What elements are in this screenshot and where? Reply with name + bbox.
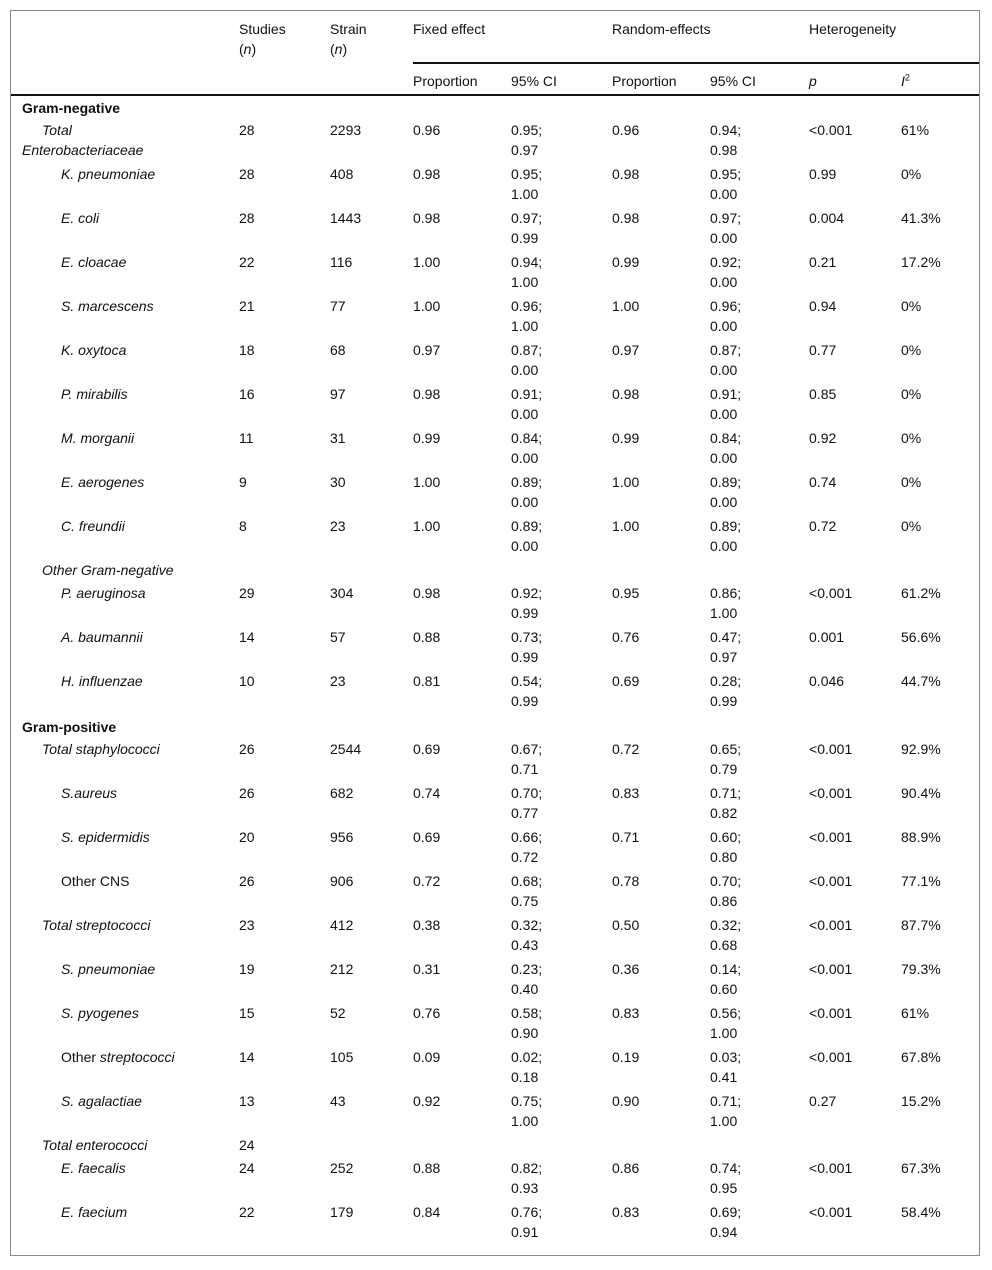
- empty-cell: [612, 1135, 710, 1158]
- i2-cell: 90.4%: [901, 785, 941, 801]
- fixed-ci-cell: 0.94; 1.00: [511, 254, 543, 290]
- header-strain: Strain (n): [330, 21, 367, 57]
- random-proportion-cell: 0.98: [612, 166, 640, 182]
- random-ci-cell: 0.60; 0.80: [710, 829, 742, 865]
- studies-cell: 10: [239, 673, 255, 689]
- random-ci-cell: 0.32; 0.68: [710, 917, 742, 953]
- header-blank-2: [11, 63, 239, 95]
- header-fixed-proportion: Proportion: [413, 63, 511, 95]
- strain-cell: 57: [330, 629, 346, 645]
- studies-cell: 15: [239, 1005, 255, 1021]
- fixed-proportion-cell: 0.92: [413, 1093, 441, 1109]
- table-row: [11, 1047, 979, 1091]
- studies-cell: 22: [239, 1204, 255, 1220]
- empty-cell: [330, 1135, 413, 1158]
- studies-cell: 24: [239, 1160, 255, 1176]
- fixed-ci-cell: 0.92; 0.99: [511, 585, 543, 621]
- header-blank-4: [330, 63, 413, 95]
- table-row: [11, 384, 979, 428]
- fixed-proportion-cell: 0.81: [413, 673, 441, 689]
- row-label: E. coli: [61, 210, 100, 226]
- strain-cell: 2293: [330, 122, 362, 138]
- i2-cell: 0%: [901, 386, 922, 402]
- row-label: K. pneumoniae: [61, 166, 156, 182]
- random-ci-cell: 0.89; 0.00: [710, 474, 742, 510]
- random-proportion-cell: 0.19: [612, 1049, 640, 1065]
- row-label: H. influenzae: [61, 673, 143, 689]
- fixed-ci-cell: 0.23; 0.40: [511, 961, 543, 997]
- fixed-proportion-cell: 0.88: [413, 1160, 441, 1176]
- strain-cell: 68: [330, 342, 346, 358]
- fixed-proportion-cell: 0.96: [413, 122, 441, 138]
- table-row: [11, 120, 979, 164]
- table-row: [11, 516, 979, 560]
- random-ci-cell: 0.86; 1.00: [710, 585, 742, 621]
- strain-cell: 23: [330, 518, 346, 534]
- fixed-proportion-cell: 0.97: [413, 342, 441, 358]
- fixed-ci-cell: 0.70; 0.77: [511, 785, 543, 821]
- i2-cell: 0%: [901, 518, 922, 534]
- row-label: S. pyogenes: [61, 1005, 139, 1021]
- table-row: [11, 1158, 979, 1202]
- fixed-proportion-cell: 1.00: [413, 474, 441, 490]
- table-row: [11, 1003, 979, 1047]
- table-row: [11, 340, 979, 384]
- fixed-ci-cell: 0.66; 0.72: [511, 829, 543, 865]
- strain-cell: 906: [330, 873, 354, 889]
- p-value-cell: 0.21: [809, 254, 837, 270]
- fixed-proportion-cell: 0.98: [413, 166, 441, 182]
- strain-cell: 77: [330, 298, 346, 314]
- i2-cell: 79.3%: [901, 961, 941, 977]
- row-label: K. oxytoca: [61, 342, 127, 358]
- i2-cell: 67.3%: [901, 1160, 941, 1176]
- studies-cell: 19: [239, 961, 255, 977]
- strain-cell: 179: [330, 1204, 354, 1220]
- random-ci-cell: 0.97; 0.00: [710, 210, 742, 246]
- row-label: P. aeruginosa: [61, 585, 146, 601]
- studies-cell: 29: [239, 585, 255, 601]
- random-ci-cell: 0.71; 0.82: [710, 785, 742, 821]
- i2-cell: 0%: [901, 166, 922, 182]
- strain-cell: 23: [330, 673, 346, 689]
- studies-cell: 22: [239, 254, 255, 270]
- p-value-cell: <0.001: [809, 917, 853, 933]
- strain-cell: 52: [330, 1005, 346, 1021]
- table-row: [11, 208, 979, 252]
- random-ci-cell: 0.92; 0.00: [710, 254, 742, 290]
- p-value-cell: 0.004: [809, 210, 845, 226]
- p-value-cell: <0.001: [809, 1005, 853, 1021]
- studies-cell: 9: [239, 474, 247, 490]
- fixed-ci-cell: 0.02; 0.18: [511, 1049, 543, 1085]
- random-proportion-cell: 0.99: [612, 430, 640, 446]
- p-value-cell: <0.001: [809, 1204, 853, 1220]
- random-proportion-cell: 0.69: [612, 673, 640, 689]
- random-ci-cell: 0.70; 0.86: [710, 873, 742, 909]
- empty-cell: [710, 560, 809, 583]
- section-row: [11, 95, 979, 120]
- i2-cell: 0%: [901, 474, 922, 490]
- table-row: [11, 1091, 979, 1135]
- row-label: Other Gram-negative: [42, 562, 174, 578]
- fixed-proportion-cell: 0.38: [413, 917, 441, 933]
- i2-cell: 77.1%: [901, 873, 941, 889]
- i2-cell: 41.3%: [901, 210, 941, 226]
- fixed-proportion-cell: 0.31: [413, 961, 441, 977]
- random-ci-cell: 0.91; 0.00: [710, 386, 742, 422]
- p-value-cell: 0.94: [809, 298, 837, 314]
- strain-cell: 97: [330, 386, 346, 402]
- empty-cell: [413, 1135, 511, 1158]
- empty-cell: [809, 560, 901, 583]
- i2-cell: 61.2%: [901, 585, 941, 601]
- strain-cell: 116: [330, 254, 353, 270]
- empty-cell: [330, 560, 413, 583]
- fixed-ci-cell: 0.96; 1.00: [511, 298, 543, 334]
- random-proportion-cell: 1.00: [612, 518, 640, 534]
- fixed-ci-cell: 0.89; 0.00: [511, 518, 543, 554]
- table-row: [11, 959, 979, 1003]
- fixed-proportion-cell: 0.72: [413, 873, 441, 889]
- random-proportion-cell: 0.83: [612, 1204, 640, 1220]
- fixed-proportion-cell: 0.88: [413, 629, 441, 645]
- random-proportion-cell: 0.86: [612, 1160, 640, 1176]
- studies-cell: 14: [239, 1049, 255, 1065]
- table-row: [11, 1202, 979, 1246]
- fixed-ci-cell: 0.76; 0.91: [511, 1204, 543, 1240]
- fixed-ci-cell: 0.73; 0.99: [511, 629, 543, 665]
- strain-cell: 252: [330, 1160, 354, 1176]
- p-value-cell: <0.001: [809, 785, 853, 801]
- random-proportion-cell: 0.96: [612, 122, 640, 138]
- strain-cell: 304: [330, 585, 354, 601]
- p-value-cell: <0.001: [809, 961, 853, 977]
- table-row: [11, 1135, 979, 1158]
- table-row: [11, 472, 979, 516]
- studies-cell: 26: [239, 873, 255, 889]
- p-value-cell: 0.74: [809, 474, 837, 490]
- header-studies: Studies (n): [239, 21, 286, 57]
- studies-cell: 20: [239, 829, 255, 845]
- strain-cell: 408: [330, 166, 354, 182]
- row-label: P. mirabilis: [61, 386, 128, 402]
- p-value-cell: 0.85: [809, 386, 837, 402]
- fixed-ci-cell: 0.82; 0.93: [511, 1160, 543, 1196]
- random-proportion-cell: 0.83: [612, 1005, 640, 1021]
- studies-cell: 28: [239, 122, 255, 138]
- i2-cell: 44.7%: [901, 673, 941, 689]
- fixed-ci-cell: 0.75; 1.00: [511, 1093, 543, 1129]
- table-row: [11, 871, 979, 915]
- table-row: [11, 428, 979, 472]
- fixed-ci-cell: 0.87; 0.00: [511, 342, 543, 378]
- table-frame: [10, 10, 980, 1256]
- fixed-proportion-cell: 0.98: [413, 585, 441, 601]
- fixed-proportion-cell: 0.99: [413, 430, 441, 446]
- random-proportion-cell: 0.36: [612, 961, 640, 977]
- random-proportion-cell: 0.76: [612, 629, 640, 645]
- strain-cell: 212: [330, 961, 354, 977]
- row-label: Other CNS: [61, 873, 130, 889]
- random-proportion-cell: 0.98: [612, 386, 640, 402]
- fixed-proportion-cell: 1.00: [413, 298, 441, 314]
- studies-cell: 23: [239, 917, 255, 933]
- table-body: [11, 95, 979, 1246]
- table-row: [11, 296, 979, 340]
- fixed-ci-cell: 0.97; 0.99: [511, 210, 543, 246]
- i2-cell: 88.9%: [901, 829, 941, 845]
- i2-cell: 61%: [901, 1005, 930, 1021]
- random-proportion-cell: 0.78: [612, 873, 640, 889]
- random-ci-cell: 0.47; 0.97: [710, 629, 742, 665]
- fixed-proportion-cell: 1.00: [413, 518, 441, 534]
- fixed-proportion-cell: 0.09: [413, 1049, 441, 1065]
- header-random-effects: Random-effects: [612, 21, 711, 37]
- studies-cell: 28: [239, 210, 255, 226]
- random-proportion-cell: 0.72: [612, 741, 640, 757]
- section-title: Gram-positive: [22, 719, 117, 735]
- random-proportion-cell: 1.00: [612, 298, 640, 314]
- p-value-cell: <0.001: [809, 829, 853, 845]
- p-value-cell: <0.001: [809, 873, 853, 889]
- p-value-cell: 0.27: [809, 1093, 837, 1109]
- studies-cell: 26: [239, 785, 255, 801]
- strain-cell: 1443: [330, 210, 362, 226]
- table-row: [11, 627, 979, 671]
- random-ci-cell: 0.94; 0.98: [710, 122, 742, 158]
- random-ci-cell: 0.14; 0.60: [710, 961, 742, 997]
- i2-cell: 61%: [901, 122, 930, 138]
- header-random-proportion: Proportion: [612, 63, 710, 95]
- empty-cell: [901, 560, 979, 583]
- strain-cell: 682: [330, 785, 354, 801]
- table-row: [11, 827, 979, 871]
- p-value-cell: <0.001: [809, 1160, 853, 1176]
- row-label: Total staphylococci: [42, 741, 160, 757]
- fixed-ci-cell: 0.67; 0.71: [511, 741, 543, 777]
- results-table: [11, 11, 979, 1246]
- row-label: Total streptococci: [42, 917, 151, 933]
- section-title: Gram-negative: [22, 100, 121, 116]
- fixed-proportion-cell: 0.84: [413, 1204, 441, 1220]
- strain-cell: 30: [330, 474, 346, 490]
- strain-cell: 412: [330, 917, 354, 933]
- empty-cell: [511, 1135, 612, 1158]
- strain-cell: 105: [330, 1049, 354, 1065]
- i2-cell: 15.2%: [901, 1093, 941, 1109]
- row-label: C. freundii: [61, 518, 125, 534]
- header-heterogeneity: Heterogeneity: [809, 21, 897, 37]
- row-label: E. faecalis: [61, 1160, 126, 1176]
- p-value-cell: <0.001: [809, 585, 853, 601]
- table-row: [11, 739, 979, 783]
- row-label: E. aerogenes: [61, 474, 145, 490]
- header-fixed-effect: Fixed effect: [413, 21, 486, 37]
- p-value-cell: <0.001: [809, 741, 853, 757]
- studies-cell: 28: [239, 166, 255, 182]
- random-ci-cell: 0.28; 0.99: [710, 673, 742, 709]
- p-value-cell: 0.99: [809, 166, 837, 182]
- fixed-ci-cell: 0.95; 0.97: [511, 122, 543, 158]
- p-value-cell: 0.046: [809, 673, 845, 689]
- studies-cell: 11: [239, 430, 254, 446]
- random-proportion-cell: 1.00: [612, 474, 640, 490]
- fixed-ci-cell: 0.91; 0.00: [511, 386, 543, 422]
- fixed-ci-cell: 0.58; 0.90: [511, 1005, 543, 1041]
- studies-cell: 21: [239, 298, 255, 314]
- random-ci-cell: 0.65; 0.79: [710, 741, 742, 777]
- random-proportion-cell: 0.98: [612, 210, 640, 226]
- studies-cell: 26: [239, 741, 255, 757]
- random-ci-cell: 0.69; 0.94: [710, 1204, 742, 1240]
- row-label: S. epidermidis: [61, 829, 150, 845]
- table-row: [11, 252, 979, 296]
- studies-cell: 24: [239, 1137, 255, 1153]
- row-label: A. baumannii: [61, 629, 143, 645]
- i2-cell: 67.8%: [901, 1049, 941, 1065]
- fixed-proportion-cell: 0.69: [413, 741, 441, 757]
- random-ci-cell: 0.95; 0.00: [710, 166, 742, 202]
- random-ci-cell: 0.84; 0.00: [710, 430, 742, 466]
- fixed-proportion-cell: 0.98: [413, 386, 441, 402]
- row-label: M. morganii: [61, 430, 135, 446]
- random-ci-cell: 0.74; 0.95: [710, 1160, 742, 1196]
- empty-cell: [612, 560, 710, 583]
- header-blank: [11, 11, 239, 63]
- section-row: [11, 715, 979, 739]
- random-proportion-cell: 0.83: [612, 785, 640, 801]
- row-label: S. agalactiae: [61, 1093, 142, 1109]
- p-value-cell: <0.001: [809, 122, 853, 138]
- random-ci-cell: 0.56; 1.00: [710, 1005, 742, 1041]
- header-fixed-ci: 95% CI: [511, 63, 612, 95]
- i2-cell: 56.6%: [901, 629, 941, 645]
- random-proportion-cell: 0.71: [612, 829, 640, 845]
- random-ci-cell: 0.87; 0.00: [710, 342, 742, 378]
- header-i2: $I^2$: [901, 63, 979, 95]
- table-row: [11, 560, 979, 583]
- i2-cell: 0%: [901, 342, 922, 358]
- table-row: [11, 915, 979, 959]
- random-proportion-cell: 0.99: [612, 254, 640, 270]
- row-label: S. pneumoniae: [61, 961, 156, 977]
- strain-cell: 2544: [330, 741, 362, 757]
- empty-cell: [901, 1135, 979, 1158]
- random-proportion-cell: 0.95: [612, 585, 640, 601]
- strain-cell: 956: [330, 829, 354, 845]
- studies-cell: 14: [239, 629, 255, 645]
- row-label: Other streptococci: [61, 1049, 175, 1065]
- i2-cell: 17.2%: [901, 254, 941, 270]
- header-p-value: p: [809, 63, 901, 95]
- header-blank-3: [239, 63, 330, 95]
- random-proportion-cell: 0.90: [612, 1093, 640, 1109]
- studies-cell: 16: [239, 386, 255, 402]
- p-value-cell: 0.77: [809, 342, 837, 358]
- fixed-ci-cell: 0.89; 0.00: [511, 474, 543, 510]
- row-label: S.aureus: [61, 785, 118, 801]
- p-value-cell: <0.001: [809, 1049, 853, 1065]
- p-value-cell: 0.001: [809, 629, 845, 645]
- row-label: E. faecium: [61, 1204, 128, 1220]
- table-row: [11, 583, 979, 627]
- studies-cell: 13: [239, 1093, 255, 1109]
- fixed-ci-cell: 0.68; 0.75: [511, 873, 543, 909]
- strain-cell: 43: [330, 1093, 346, 1109]
- studies-cell: 8: [239, 518, 247, 534]
- i2-cell: 0%: [901, 298, 922, 314]
- fixed-ci-cell: 0.54; 0.99: [511, 673, 543, 709]
- i2-cell: 0%: [901, 430, 922, 446]
- random-ci-cell: 0.89; 0.00: [710, 518, 742, 554]
- empty-cell: [710, 1135, 809, 1158]
- fixed-ci-cell: 0.95; 1.00: [511, 166, 543, 202]
- empty-cell: [413, 560, 511, 583]
- fixed-proportion-cell: 1.00: [413, 254, 441, 270]
- i2-cell: 92.9%: [901, 741, 941, 757]
- fixed-proportion-cell: 0.69: [413, 829, 441, 845]
- fixed-ci-cell: 0.84; 0.00: [511, 430, 543, 466]
- fixed-proportion-cell: 0.76: [413, 1005, 441, 1021]
- random-proportion-cell: 0.97: [612, 342, 640, 358]
- row-label: S. marcescens: [61, 298, 154, 314]
- row-label: E. cloacae: [61, 254, 127, 270]
- i2-cell: 87.7%: [901, 917, 941, 933]
- empty-cell: [511, 560, 612, 583]
- random-ci-cell: 0.03; 0.41: [710, 1049, 742, 1085]
- random-ci-cell: 0.96; 0.00: [710, 298, 742, 334]
- fixed-proportion-cell: 0.74: [413, 785, 441, 801]
- random-proportion-cell: 0.50: [612, 917, 640, 933]
- empty-cell: [239, 560, 330, 583]
- fixed-ci-cell: 0.32; 0.43: [511, 917, 543, 953]
- empty-cell: [809, 1135, 901, 1158]
- p-value-cell: 0.92: [809, 430, 837, 446]
- row-label: Total Enterobacteriaceae: [22, 122, 144, 158]
- table-row: [11, 164, 979, 208]
- studies-cell: 18: [239, 342, 255, 358]
- fixed-proportion-cell: 0.98: [413, 210, 441, 226]
- table-header: [11, 11, 979, 95]
- table-row: [11, 783, 979, 827]
- strain-cell: 31: [330, 430, 346, 446]
- header-random-ci: 95% CI: [710, 63, 809, 95]
- table-row: [11, 671, 979, 715]
- i2-cell: 58.4%: [901, 1204, 941, 1220]
- row-label: Total enterococci: [42, 1137, 148, 1153]
- random-ci-cell: 0.71; 1.00: [710, 1093, 742, 1129]
- p-value-cell: 0.72: [809, 518, 837, 534]
